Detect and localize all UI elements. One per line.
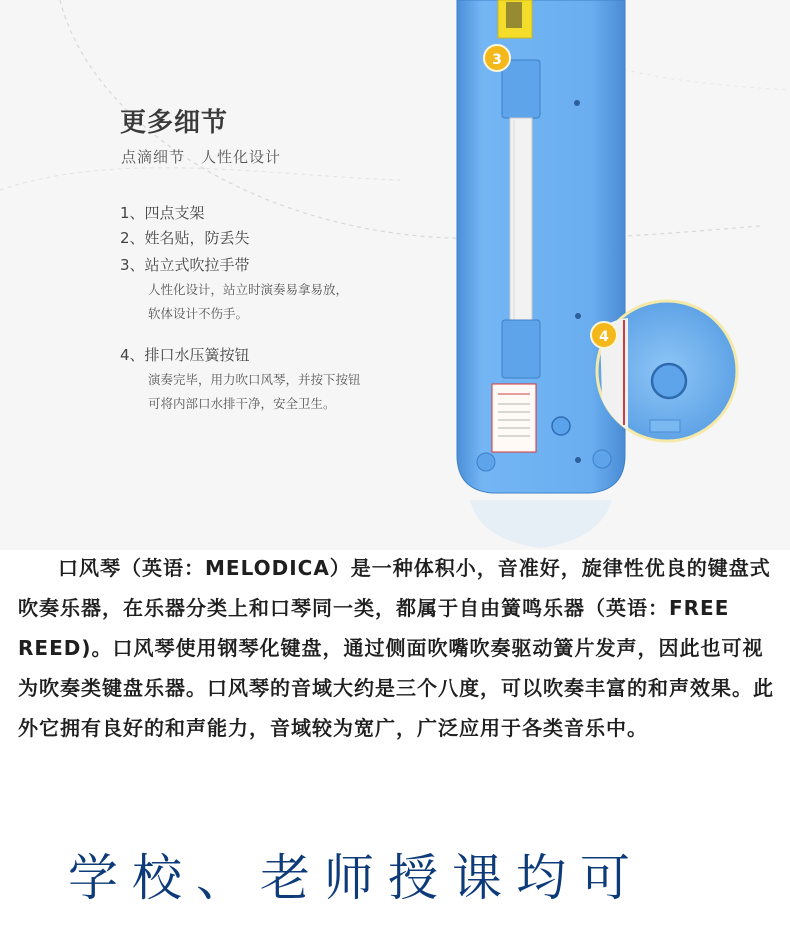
feature-heading: 3、站立式吹拉手带 (120, 256, 250, 274)
callout-badge-4: 4 (590, 321, 618, 349)
callout-badge-3: 3 (483, 44, 511, 72)
feature-heading: 2、姓名贴，防丢失 (120, 229, 250, 247)
feature-detail: 人性化设计，站立时演奏易拿易放， (148, 282, 349, 297)
feature-heading: 4、排口水压簧按钮 (120, 346, 250, 364)
banner-text: 学校、老师授课均可 (68, 849, 644, 907)
description-text: 口风琴（英语：MELODICA）是一种体积小，音准好，旋律性优良的键盘式吹奏乐器，在乐器分类上和口琴同一类，都属于自由簧鸣乐器（英语：FREE REED)。口风琴使用钢琴化键盘，通过侧面吹嘴吹奏驱动簧片发声，因此也可视为吹奏类键盘乐器。口风琴的音域大约是三个八度，可以吹奏丰富的和声效果。此外它拥有良好的和声能力，音域较为宽广，广泛应用于各类音乐中。 (18, 556, 774, 740)
description-block (18, 548, 778, 748)
feature-subtitle: 点滴细节 人性化设计 (121, 148, 282, 166)
feature-detail: 可将内部口水排干净，安全卫生。 (148, 396, 336, 411)
feature-detail: 演奏完毕，用力吹口风琴，并按下按钮 (148, 372, 361, 387)
feature-detail: 软体设计不伤手。 (148, 306, 249, 321)
feature-heading: 1、四点支架 (120, 204, 205, 222)
feature-title: 更多细节 (120, 108, 229, 138)
